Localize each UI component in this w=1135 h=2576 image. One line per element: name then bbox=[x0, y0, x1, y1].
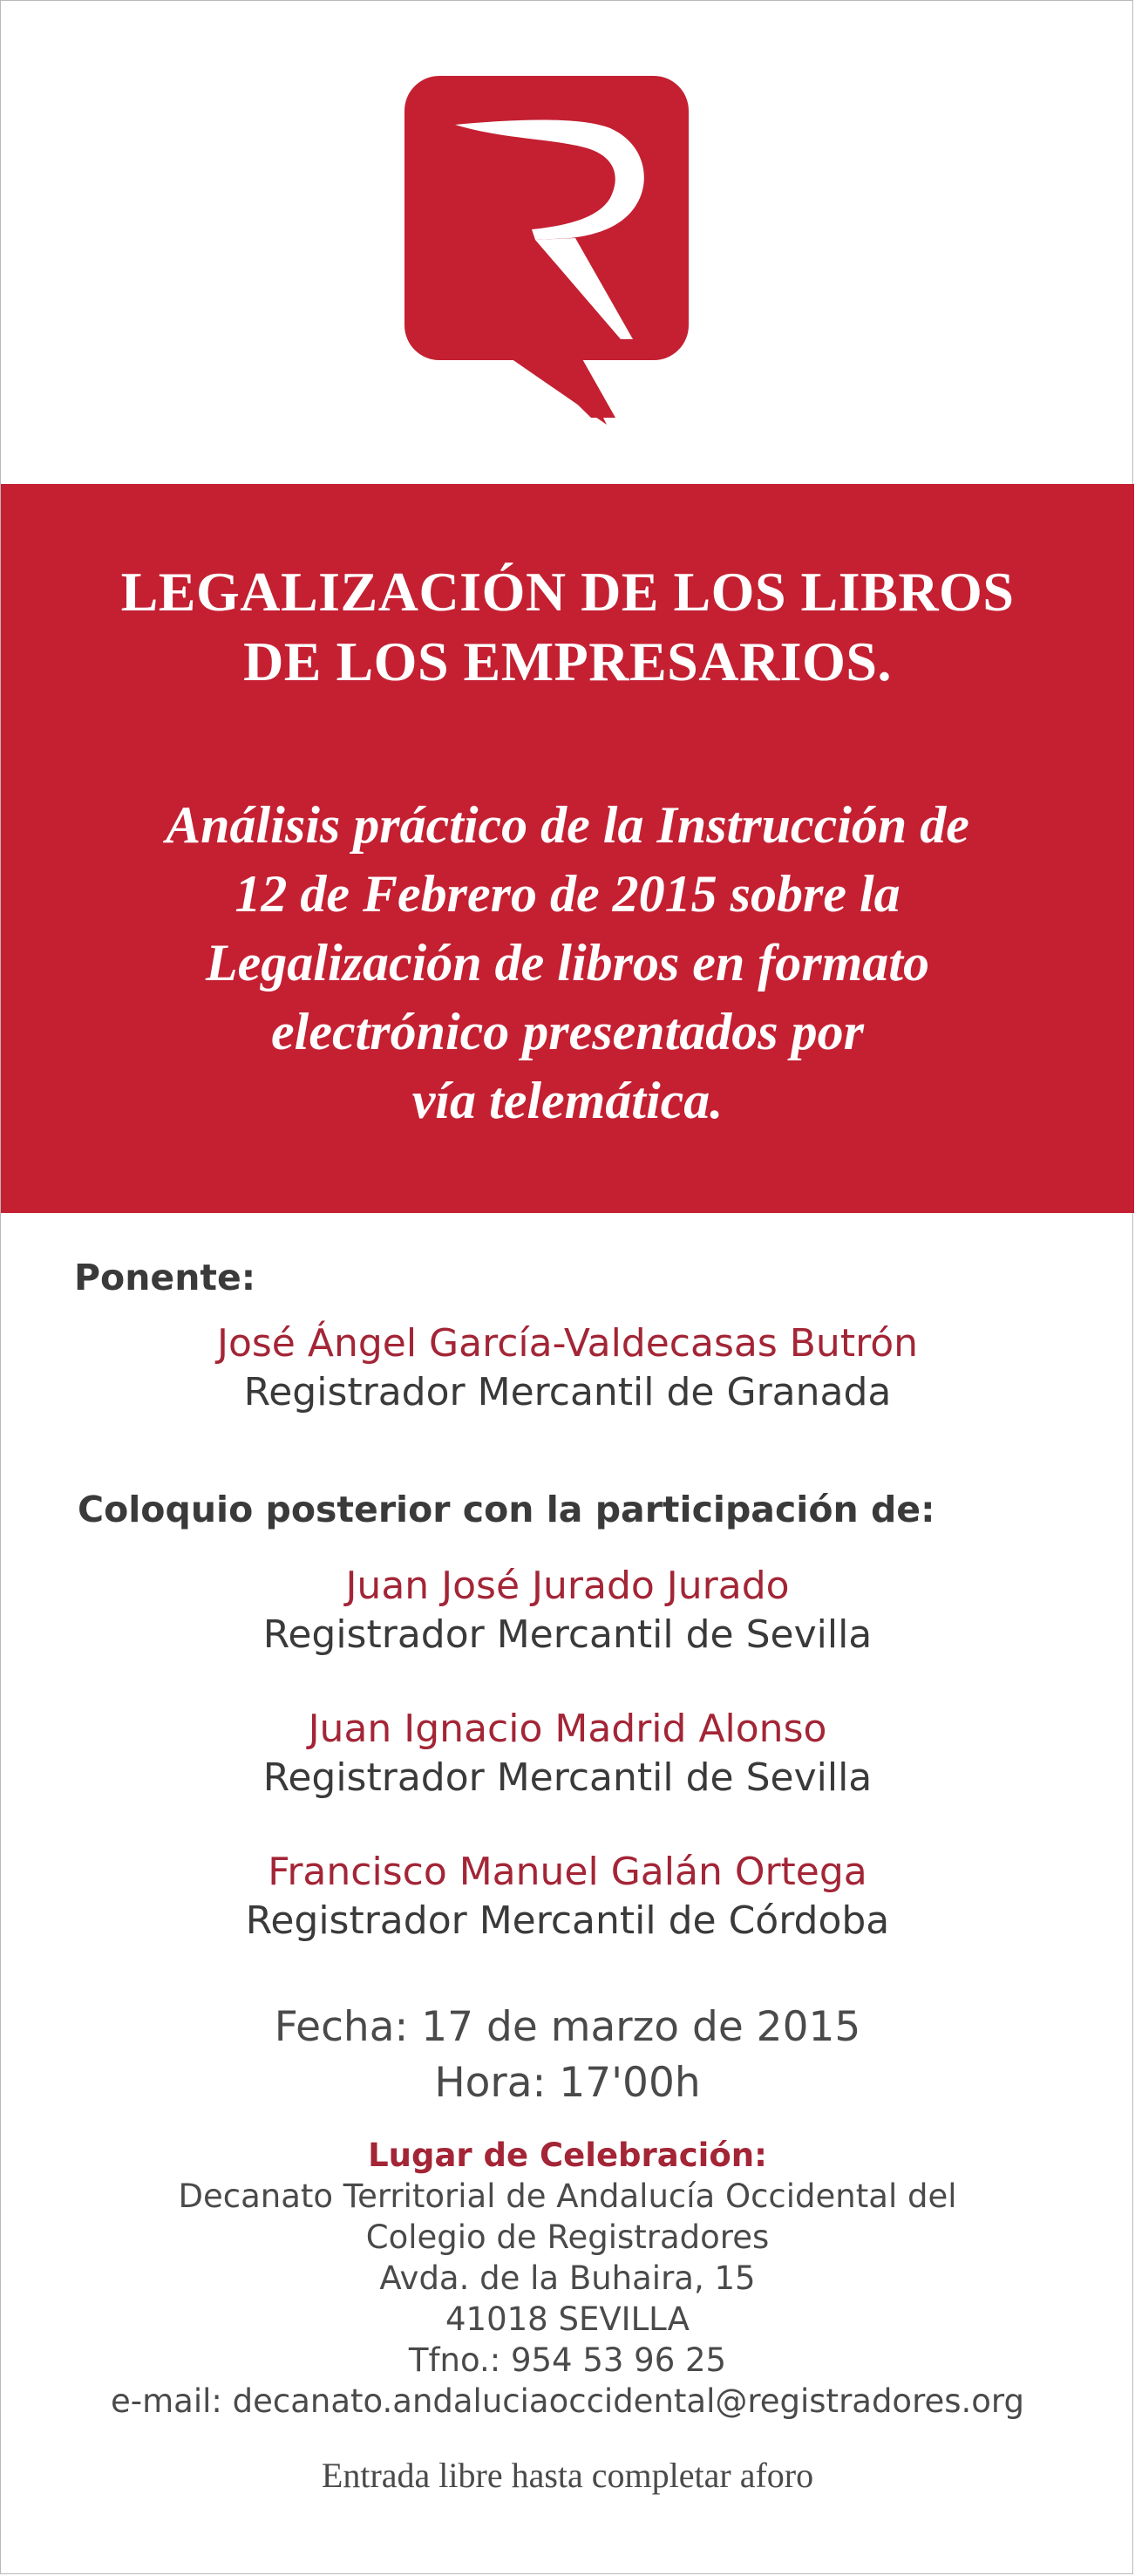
subtitle-line: electrónico presentados por bbox=[271, 1003, 864, 1060]
title-line: LEGALIZACIÓN DE LOS LIBROS bbox=[120, 561, 1015, 623]
ponente-label: Ponente: bbox=[74, 1257, 256, 1298]
ponente-role: Registrador Mercantil de Granada bbox=[243, 1370, 892, 1414]
event-date: Fecha: 17 de marzo de 2015 bbox=[274, 2003, 861, 2051]
participants-list bbox=[1, 1562, 1134, 1991]
entrance-note: Entrada libre hasta completar aforo bbox=[321, 2456, 814, 2495]
participant-role: Registrador Mercantil de Sevilla bbox=[262, 1755, 873, 1800]
venue-line: 41018 SEVILLA bbox=[445, 2300, 690, 2338]
subtitle-line: 12 de Febrero de 2015 sobre la bbox=[234, 865, 901, 923]
participant-name: Juan Ignacio Madrid Alonso bbox=[308, 1707, 827, 1751]
venue-line: Avda. de la Buhaira, 15 bbox=[379, 2259, 756, 2297]
registradores-r-logo bbox=[404, 76, 689, 425]
event-time: Hora: 17'00h bbox=[434, 2059, 701, 2107]
ponente-block bbox=[1, 1319, 1134, 1417]
venue-line: Tfno.: 954 53 96 25 bbox=[408, 2341, 727, 2379]
subtitle-line: vía telemática. bbox=[411, 1072, 724, 1129]
participant-role: Registrador Mercantil de Córdoba bbox=[245, 1898, 890, 1943]
participant bbox=[1, 1562, 1134, 1659]
venue-email: e-mail: decanato.andaluciaoccidental@registradores.org bbox=[111, 2382, 1024, 2420]
coloquio-label: Coloquio posterior con la participación de: bbox=[78, 1489, 935, 1530]
event-details bbox=[1, 2000, 1134, 2422]
subtitle-line: Legalización de libros en formato bbox=[206, 934, 929, 992]
subtitle-line: Análisis práctico de la Instrucción de bbox=[166, 796, 969, 854]
participant bbox=[1, 1848, 1134, 1946]
title-line: DE LOS EMPRESARIOS. bbox=[243, 630, 892, 692]
participant-name: Francisco Manuel Galán Ortega bbox=[268, 1850, 867, 1894]
participant-name: Juan José Jurado Jurado bbox=[345, 1564, 790, 1608]
participant-role: Registrador Mercantil de Sevilla bbox=[262, 1612, 873, 1657]
venue-line: Decanato Territorial de Andalucía Occidental del bbox=[178, 2177, 957, 2215]
participant bbox=[1, 1705, 1134, 1803]
title-banner bbox=[1, 484, 1134, 1213]
event-subtitle bbox=[1, 791, 1134, 1135]
venue-label: Lugar de Celebración: bbox=[368, 2136, 767, 2174]
venue-line: Colegio de Registradores bbox=[365, 2218, 770, 2256]
ponente-name: José Ángel García-Valdecasas Butrón bbox=[216, 1321, 918, 1366]
event-title bbox=[1, 484, 1134, 697]
